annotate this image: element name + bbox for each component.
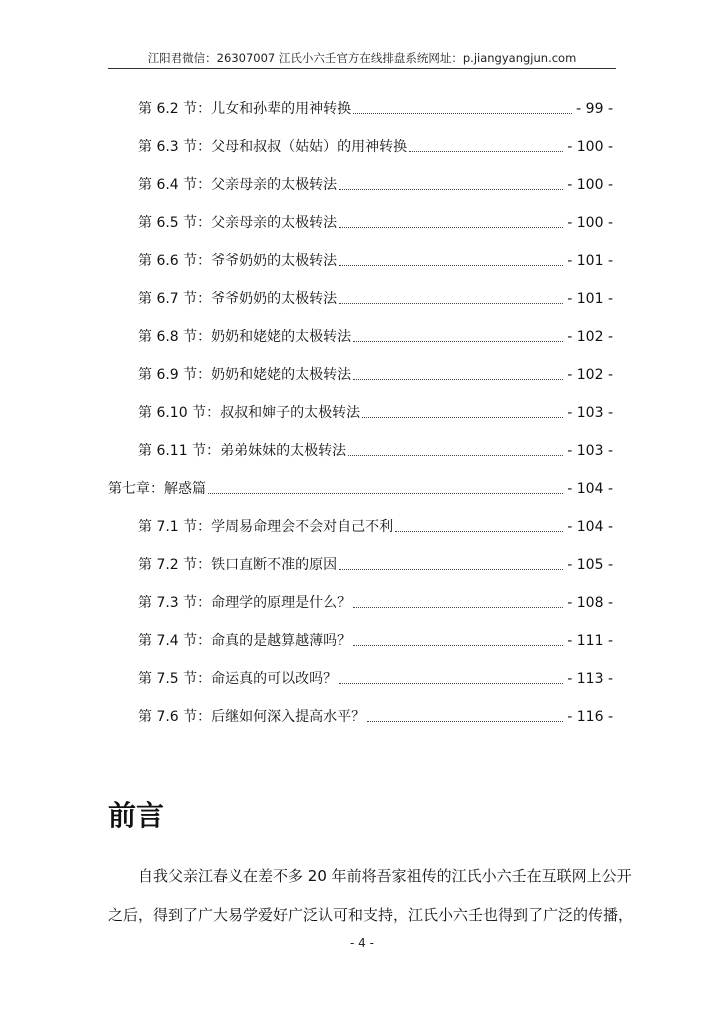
toc-entry[interactable] (138, 590, 613, 612)
toc-entry-page: - 103 - (567, 443, 613, 459)
toc-entry-page: - 102 - (567, 367, 613, 383)
toc-entry[interactable] (138, 324, 613, 346)
page-number: - 4 - (350, 936, 374, 950)
toc-entry-title: 第 6.7 节：爷爷奶奶的太极转法 (138, 291, 338, 307)
toc-entry-page: - 100 - (567, 139, 613, 155)
toc-entry[interactable] (138, 286, 613, 308)
toc-entry-page: - 104 - (567, 481, 613, 497)
preface-heading: 前言 (108, 799, 165, 832)
toc-entry[interactable] (138, 96, 613, 118)
toc-entry-title: 第 6.9 节：奶奶和姥姥的太极转法 (138, 367, 352, 383)
toc-entry-page: - 104 - (567, 519, 613, 535)
toc-entry-page: - 111 - (567, 633, 613, 649)
toc-entry[interactable] (138, 400, 613, 422)
toc-dot-leader (348, 454, 563, 456)
toc-dot-leader (362, 416, 563, 418)
toc-entry-title: 第 7.6 节：后继如何深入提高水平？ (138, 709, 366, 725)
toc-dot-leader (339, 568, 563, 570)
preface-paragraph-line-2: 之后，得到了广大易学爱好广泛认可和支持，江氏小六壬也得到了广泛的传播， (108, 906, 634, 924)
running-header: 江阳君微信：26307007 江氏小六壬官方在线排盘系统网址：p.jiangyangjun.com (147, 51, 577, 65)
toc-dot-leader (339, 682, 563, 684)
toc-entry-title: 第 6.6 节：爷爷奶奶的太极转法 (138, 253, 338, 269)
toc-entry[interactable] (138, 514, 613, 536)
toc-dot-leader (339, 188, 563, 190)
toc-entry-title: 第 7.5 节：命运真的可以改吗？ (138, 671, 338, 687)
toc-dot-leader (353, 606, 563, 608)
toc-dot-leader (367, 720, 563, 722)
toc-entry[interactable] (138, 552, 613, 574)
toc-entry-page: - 113 - (567, 671, 613, 687)
toc-entry[interactable] (108, 476, 613, 498)
toc-dot-leader (353, 378, 563, 380)
toc-entry-title: 第 6.5 节：父亲母亲的太极转法 (138, 215, 338, 231)
toc-entry-page: - 103 - (567, 405, 613, 421)
toc-entry[interactable] (138, 628, 613, 650)
toc-entry-title: 第七章：解惑篇 (108, 481, 206, 497)
toc-entry-title: 第 7.2 节：铁口直断不准的原因 (138, 557, 338, 573)
toc-entry[interactable] (138, 438, 613, 460)
toc-entry-title: 第 7.3 节：命理学的原理是什么？ (138, 595, 352, 611)
toc-dot-leader (409, 150, 563, 152)
toc-entry-page: - 108 - (567, 595, 613, 611)
toc-entry-title: 第 6.4 节：父亲母亲的太极转法 (138, 177, 338, 193)
toc-entry-page: - 102 - (567, 329, 613, 345)
toc-entry-page: - 116 - (567, 709, 613, 725)
toc-dot-leader (353, 340, 563, 342)
toc-dot-leader (339, 226, 563, 228)
toc-entry[interactable] (138, 704, 613, 726)
toc-entry-title: 第 6.10 节：叔叔和婶子的太极转法 (138, 405, 361, 421)
toc-entry-title: 第 7.1 节：学周易命理会不会对自己不利 (138, 519, 394, 535)
toc-entry-page: - 101 - (567, 253, 613, 269)
toc-dot-leader (339, 302, 563, 304)
toc-entry-page: - 99 - (576, 101, 613, 117)
toc-entry-title: 第 6.8 节：奶奶和姥姥的太极转法 (138, 329, 352, 345)
toc-entry[interactable] (138, 210, 613, 232)
toc-entry-title: 第 6.2 节：儿女和孙辈的用神转换 (138, 101, 352, 117)
toc-entry-title: 第 7.4 节：命真的是越算越薄吗？ (138, 633, 352, 649)
toc-entry[interactable] (138, 248, 613, 270)
toc-dot-leader (395, 530, 563, 532)
preface-paragraph-line-1: 自我父亲江春义在差不多 20 年前将吾家祖传的江氏小六壬在互联网上公开 (138, 867, 632, 885)
toc-dot-leader (339, 264, 563, 266)
toc-entry[interactable] (138, 666, 613, 688)
toc-entry[interactable] (138, 362, 613, 384)
toc-entry[interactable] (138, 172, 613, 194)
toc-dot-leader (353, 644, 563, 646)
toc-entry-page: - 100 - (567, 215, 613, 231)
toc-entry-title: 第 6.11 节：弟弟妹妹的太极转法 (138, 443, 347, 459)
toc-dot-leader (353, 112, 572, 114)
toc-entry-page: - 101 - (567, 291, 613, 307)
toc-entry-page: - 105 - (567, 557, 613, 573)
toc-entry-title: 第 6.3 节：父母和叔叔（姑姑）的用神转换 (138, 139, 408, 155)
toc-dot-leader (208, 492, 563, 494)
toc-entry[interactable] (138, 134, 613, 156)
toc-entry-page: - 100 - (567, 177, 613, 193)
